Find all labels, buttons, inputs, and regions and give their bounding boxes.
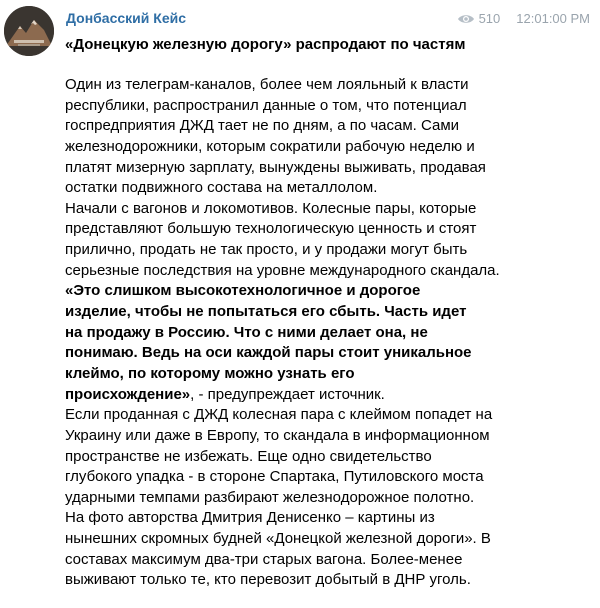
text-run: Один из телеграм-каналов, более чем лояльный к власти: [65, 76, 469, 93]
text-line: [65, 178, 585, 199]
quote-text: на продажу в Россию. Что с ними делает она, не: [65, 323, 428, 341]
post-time: 12:01:00 PM: [516, 11, 590, 26]
text-line: [65, 137, 585, 158]
text-line: [65, 405, 585, 426]
text-line: [65, 508, 585, 529]
text-line: [65, 199, 585, 220]
post-meta: [457, 11, 590, 26]
quote-text: клеймо, по которому можно узнать его: [65, 364, 355, 382]
quote-line: [65, 343, 585, 364]
text-line: [65, 75, 585, 96]
post-body: [65, 75, 585, 591]
text-run: ударными темпами разбирают железнодорожное полотно.: [65, 488, 475, 506]
text-line: [65, 570, 585, 591]
text-run: На фото авторства Дмитрия Денисенко – картины из: [65, 509, 435, 527]
quote-line: [65, 385, 585, 406]
text-run: , - предупреждает источник.: [190, 385, 385, 403]
channel-name[interactable]: Донбасский Кейс: [66, 10, 186, 26]
view-count: 510: [478, 11, 501, 26]
text-run: прилично, продать не так просто, и у продажи могут быть: [65, 241, 468, 259]
mountain-logo-icon: [4, 6, 54, 56]
text-run: серьезные последствия на уровне международного скандала.: [65, 261, 500, 279]
text-line: [65, 116, 585, 137]
text-line: [65, 550, 585, 571]
text-line: [65, 467, 585, 488]
quote-text: происхождение»: [65, 385, 191, 403]
text-line: [65, 447, 585, 468]
text-line: [65, 240, 585, 261]
text-run: глубокого упадка - в стороне Спартака, Путиловского моста: [65, 468, 484, 486]
quote-line: [65, 281, 585, 302]
post-title: «Донецкую железную дорогу» распродают по частям: [65, 36, 466, 53]
text-line: [65, 158, 585, 179]
quote-text: изделие, чтобы не попытаться его сбыть. Часть идет: [65, 303, 467, 321]
quote-line: [65, 302, 585, 323]
quote-line: [65, 323, 585, 344]
text-run: железнодорожники, которым сократили рабочую неделю и: [65, 137, 475, 155]
quote-text: «Это слишком высокотехнологичное и дорогое: [65, 282, 421, 300]
text-line: [65, 96, 585, 117]
text-line: [65, 219, 585, 240]
text-line: [65, 488, 585, 509]
text-run: составах максимум два-три старых вагона. Более-менее: [65, 550, 463, 568]
text-run: Украину или даже в Европу, то скандала в информационном: [65, 426, 490, 444]
text-line: [65, 529, 585, 550]
text-run: остатки подвижного состава на металлолом.: [65, 179, 378, 197]
channel-avatar[interactable]: [4, 6, 54, 56]
text-line: [65, 261, 585, 282]
text-run: госпредприятия ДЖД тает не по дням, а по часам. Сами: [65, 117, 460, 135]
text-run: платят мизерную зарплату, вынуждены выживать, продавая: [65, 158, 486, 176]
quote-line: [65, 364, 585, 385]
text-run: республики, распространил данные о том, что потенциал: [65, 96, 467, 114]
text-line: [65, 426, 585, 447]
text-run: нынешних скромных будней «Донецкой железной дороги». В: [65, 530, 491, 548]
text-run: выживают только те, кто перевозит добытый в ДНР уголь.: [65, 571, 471, 589]
text-run: Если проданная с ДЖД колесная пара с клеймом попадет на: [65, 406, 493, 424]
eye-icon: [457, 13, 475, 25]
text-run: пространстве не избежать. Еще одно свидетельство: [65, 447, 432, 465]
text-run: Начали с вагонов и локомотивов. Колесные пары, которые: [65, 199, 477, 217]
text-run: представляют большую технологическую ценность и стоят: [65, 220, 477, 238]
quote-text: понимаю. Ведь на оси каждой пары стоит уникальное: [65, 344, 472, 362]
